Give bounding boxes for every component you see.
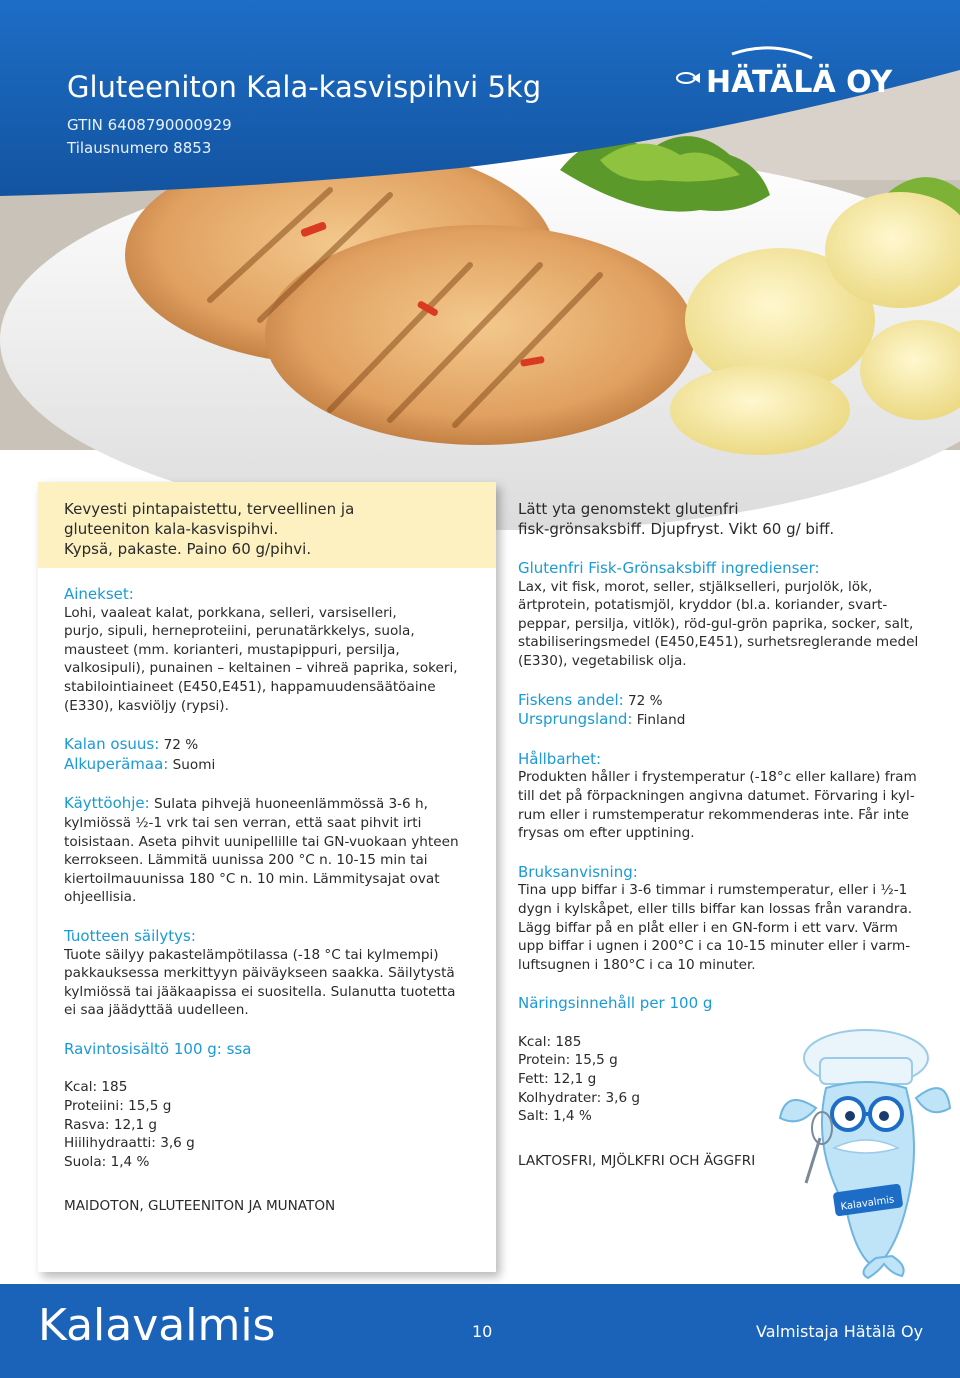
fi-usage-line: kerrokseen. Lämmitä uunissa 200 °C n. 10-15 min tai [64, 852, 428, 869]
fi-nutrition-row: Rasva: 12,1 g [64, 1116, 158, 1133]
fi-fish-share: Kalan osuus: 72 % [64, 735, 199, 754]
page-number: 10 [472, 1322, 493, 1341]
sv-usage-heading: Bruksanvisning: [518, 862, 638, 881]
sv-lead-1: Lätt yta genomstekt glutenfri [518, 500, 739, 518]
svg-text:HÄTÄLÄ OY: HÄTÄLÄ OY [706, 65, 893, 100]
sv-nutrition-row: Salt: 1,4 % [518, 1108, 592, 1125]
mascot-badge-text: Kalavalmis [839, 1194, 895, 1213]
fi-lead-3: Kypsä, pakaste. Paino 60 g/pihvi. [64, 540, 312, 558]
fi-origin: Alkuperämaa: Suomi [64, 754, 216, 773]
sv-usage-line: upp biffar i ugnen i 200°C i ca 10-15 minuter eller i varm- [518, 938, 911, 955]
fi-storage-line: pakkauksessa merkittyyn päiväykseen saakka. Säilytystä [64, 965, 455, 982]
fi-ingredient-line: purjo, sipuli, herneproteiini, perunatärkkelys, suola, [64, 623, 415, 640]
fi-nutrition-heading: Ravintosisältö 100 g: ssa [64, 1039, 252, 1058]
finnish-column [64, 499, 484, 1216]
sv-nutrition-row: Kolhydrater: 3,6 g [518, 1089, 641, 1106]
fi-ingredient-line: valkosipuli), punainen – keltainen – vihreä paprika, sokeri, [64, 660, 458, 677]
sv-usage-line: dygn i kylskåpet, eller tills biffar kan lossas från varandra. [518, 900, 913, 917]
fi-usage-line: ohjeellisia. [64, 889, 137, 906]
fi-storage-line: kylmiössä tai jääkaapissa ei suositella. Sulanutta tuotetta [64, 983, 456, 1000]
sv-nutrition-row: Fett: 12,1 g [518, 1071, 597, 1088]
sv-storage-line: frysas om efter upptining. [518, 825, 695, 842]
sv-ingredient-line: Lax, vit fisk, morot, seller, stjälkselleri, purjolök, lök, [518, 578, 873, 595]
manufacturer: Valmistaja Hätälä Oy [756, 1322, 924, 1341]
fish-chef-mascot [776, 1018, 952, 1278]
hatala-logo [672, 40, 893, 110]
sv-ingredient-line: stabiliseringsmedel (E450,E451), surhetsreglerande medel [518, 634, 919, 651]
fi-nutrition-row: Suola: 1,4 % [64, 1153, 150, 1170]
fi-usage-line: kylmiössä ½-1 vrk tai sen verran, että saat pihvit irti [64, 814, 422, 831]
fi-ingredient-line: mausteet (mm. korianteri, mustapippuri, persilja, [64, 641, 400, 658]
product-title: Gluteeniton Kala-kasvispihvi 5kg [67, 70, 542, 104]
fi-nutrition-row: Kcal: 185 [64, 1079, 128, 1096]
sv-usage-line: luftsugnen i 180°C i ca 10 minuter. [518, 956, 756, 973]
gtin: GTIN 6408790000929 [67, 116, 232, 134]
sv-storage-line: rum eller i rumstemperatur rekommenderas inte. Får inte [518, 806, 910, 823]
fi-ingredient-line: (E330), kasviöljy (rypsi). [64, 697, 229, 714]
sv-usage-line: Tina upp biffar i 3-6 timmar i rumstemperatur, eller i ½-1 [518, 882, 908, 899]
fi-usage-line: toisistaan. Aseta pihvit uunipellille tai GN-vuokaan yhteen [64, 833, 459, 850]
sv-nutrition-row: Protein: 15,5 g [518, 1052, 618, 1069]
title-block [67, 70, 541, 160]
fi-storage-line: Tuote säilyy pakastelämpötilassa (-18 °C tai kylmempi) [64, 946, 439, 963]
sv-usage-line: Lägg biffar på en plåt eller i en GN-form i ett varv. Värm [518, 919, 898, 936]
footer-brand: Kalavalmis [38, 1300, 276, 1351]
fi-ingredient-line: stabilointiaineet (E450,E451), happamuudensäätöaine [64, 678, 436, 695]
fi-free-from: MAIDOTON, GLUTEENITON JA MUNATON [64, 1198, 336, 1215]
fi-lead-1: Kevyesti pintapaistettu, terveellinen ja [64, 500, 355, 518]
fi-nutrition-row: Proteiini: 15,5 g [64, 1098, 172, 1115]
sv-storage-heading: Hållbarhet: [518, 749, 602, 768]
sv-ingredient-line: ärtprotein, potatismjöl, kryddor (bl.a. koriander, svart- [518, 597, 888, 614]
header-banner [0, 0, 960, 450]
sv-ingredient-line: peppar, persilja, vitlök), röd-gul-grön paprika, socker, salt, [518, 615, 914, 632]
sv-lead-2: fisk-grönsaksbiff. Djupfryst. Vikt 60 g/ biff. [518, 520, 835, 538]
order-number: Tilausnumero 8853 [67, 139, 212, 157]
sv-nutrition-heading: Näringsinnehåll per 100 g [518, 994, 713, 1013]
sv-storage-line: till det på förpackningen angivna datumet. Förvaring i kyl- [518, 787, 915, 804]
fi-storage-heading: Tuotteen säilytys: [64, 926, 196, 945]
fi-nutrition-row: Hiilihydraatti: 3,6 g [64, 1135, 195, 1152]
fi-storage-line: ei saa jäädyttää uudelleen. [64, 1002, 249, 1019]
sv-nutrition-row: Kcal: 185 [518, 1033, 582, 1050]
fi-lead-2: gluteeniton kala-kasvispihvi. [64, 520, 279, 538]
sv-origin: Ursprungsland: Finland [518, 710, 686, 729]
sv-storage-line: Produkten håller i frystemperatur (-18°c eller kallare) fram [518, 769, 917, 786]
sv-fish-share: Fiskens andel: 72 % [518, 690, 663, 709]
fi-ingredients-heading: Ainekset: [64, 585, 134, 603]
fi-ingredient-line: Lohi, vaaleat kalat, porkkana, selleri, varsiselleri, [64, 604, 397, 621]
fi-usage-line: kiertoilmauunissa 180 °C n. 10 min. Lämmitysajat ovat [64, 870, 440, 887]
sv-ingredients-heading: Glutenfri Fisk-Grönsaksbiff ingredienser: [518, 559, 820, 577]
sv-free-from: LAKTOSFRI, MJÖLKFRI OCH ÄGGFRI [518, 1152, 756, 1169]
fi-usage-first: Käyttöohje: Sulata pihvejä huoneenlämmössä 3-6 h, [64, 794, 428, 813]
sv-ingredient-line: (E330), vegetabilisk olja. [518, 652, 687, 669]
